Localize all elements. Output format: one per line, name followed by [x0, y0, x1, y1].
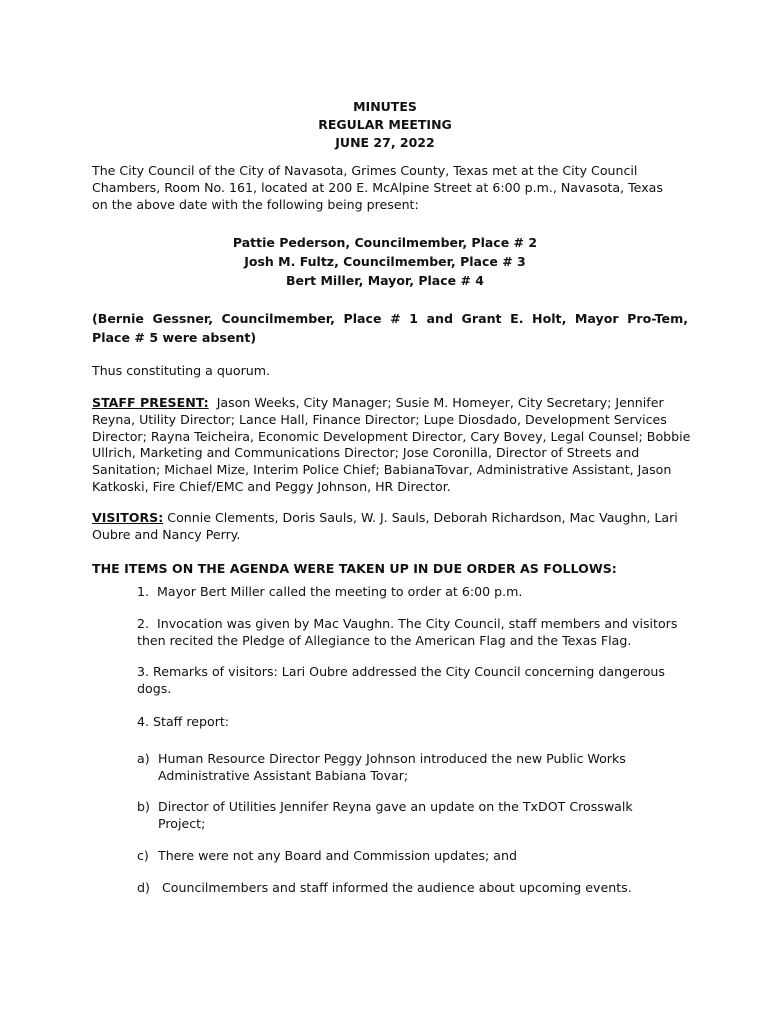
staff-report-text: There were not any Board and Commission updates; and — [158, 848, 517, 863]
agenda-item-4 — [137, 714, 229, 731]
staff-report-text: Project; — [158, 815, 206, 831]
header-date: JUNE 27, 2022 — [335, 135, 435, 150]
agenda-item-2 — [137, 616, 677, 650]
quorum-statement — [92, 363, 692, 380]
agenda-item-text: then recited the Pledge of Allegiance to the American Flag and the Texas Flag. — [137, 632, 632, 648]
agenda-item-text: dogs. — [137, 680, 172, 696]
list-marker: c) — [137, 848, 149, 863]
agenda-item-1 — [137, 584, 522, 601]
staff-report-item-b — [137, 799, 633, 833]
agenda-item-text: 2. Invocation was given by Mac Vaughn. The City Council, staff members and visitors — [137, 616, 678, 631]
intro-line: The City Council of the City of Navasota, Grimes County, Texas met at the City Council — [92, 163, 638, 178]
staff-report-item-c — [137, 848, 517, 865]
staff-report-text: Director of Utilities Jennifer Reyna gave an update on the TxDOT Crosswalk — [158, 799, 633, 814]
list-marker: a) — [137, 751, 150, 766]
staff-present-label: STAFF PRESENT: — [92, 395, 209, 410]
agenda-item-text: 1. Mayor Bert Miller called the meeting to order at 6:00 p.m. — [137, 584, 523, 599]
visitors-paragraph — [92, 510, 692, 544]
staff-line: Reyna, Utility Director; Lance Hall, Finance Director; Lupe Diosdado, Development Services — [92, 411, 667, 427]
staff-line: Ullrich, Marketing and Communications Director; Jose Coronilla, Director of Streets and — [92, 445, 640, 461]
document-header — [0, 98, 770, 152]
visitors-first-line — [92, 510, 692, 527]
staff-report-text: Administrative Assistant Babiana Tovar; — [158, 767, 409, 783]
present-member: Pattie Pederson, Councilmember, Place # 2 — [232, 235, 538, 250]
quorum-text: Thus constituting a quorum. — [92, 363, 270, 378]
staff-line: Sanitation; Michael Mize, Interim Police Chief; BabianaTovar, Administrative Assistant, Jason — [92, 462, 672, 478]
staff-report-item-d — [137, 880, 632, 897]
absent-line: (Bernie Gessner, Councilmember, Place # 1 and Grant E. Holt, Mayor Pro-Tem, — [92, 311, 688, 326]
staff-report-text: Human Resource Director Peggy Johnson introduced the new Public Works — [158, 751, 626, 766]
visitors-line: Oubre and Nancy Perry. — [92, 526, 241, 542]
list-marker: d) — [137, 880, 150, 895]
present-member: Bert Miller, Mayor, Place # 4 — [286, 273, 484, 288]
absent-members — [92, 309, 688, 347]
header-meeting-type: REGULAR MEETING — [318, 117, 452, 132]
intro-line: on the above date with the following being present: — [92, 196, 419, 212]
intro-line: Chambers, Room No. 161, located at 200 E. McAlpine Street at 6:00 p.m., Navasota, Texas — [92, 179, 663, 195]
visitors-label: VISITORS: — [92, 510, 164, 525]
staff-first-text: Jason Weeks, City Manager; Susie M. Homeyer, City Secretary; Jennifer — [208, 395, 664, 410]
staff-present-paragraph — [92, 395, 692, 496]
agenda-item-text: 3. Remarks of visitors: Lari Oubre addressed the City Council concerning dangerous — [137, 664, 665, 679]
visitors-first-text: Connie Clements, Doris Sauls, W. J. Sauls, Deborah Richardson, Mac Vaughn, Lari — [163, 510, 678, 525]
staff-first-line — [92, 395, 692, 412]
present-member: Josh M. Fultz, Councilmember, Place # 3 — [244, 254, 526, 269]
list-marker: b) — [137, 799, 150, 814]
staff-line: Katkoski, Fire Chief/EMC and Peggy Johnson, HR Director. — [92, 478, 451, 494]
absent-line: Place # 5 were absent) — [92, 330, 257, 345]
agenda-title: THE ITEMS ON THE AGENDA WERE TAKEN UP IN DUE ORDER AS FOLLOWS: — [92, 561, 617, 576]
staff-line: Director; Rayna Teicheira, Economic Development Director, Cary Bovey, Legal Counsel; Bobbie — [92, 428, 691, 444]
intro-paragraph — [92, 163, 692, 213]
header-title: MINUTES — [353, 99, 417, 114]
staff-report-text: Councilmembers and staff informed the audience about upcoming events. — [158, 880, 632, 895]
present-members — [0, 233, 770, 290]
staff-report-item-a — [137, 751, 626, 785]
agenda-item-text: 4. Staff report: — [137, 714, 230, 729]
agenda-item-3 — [137, 664, 665, 698]
